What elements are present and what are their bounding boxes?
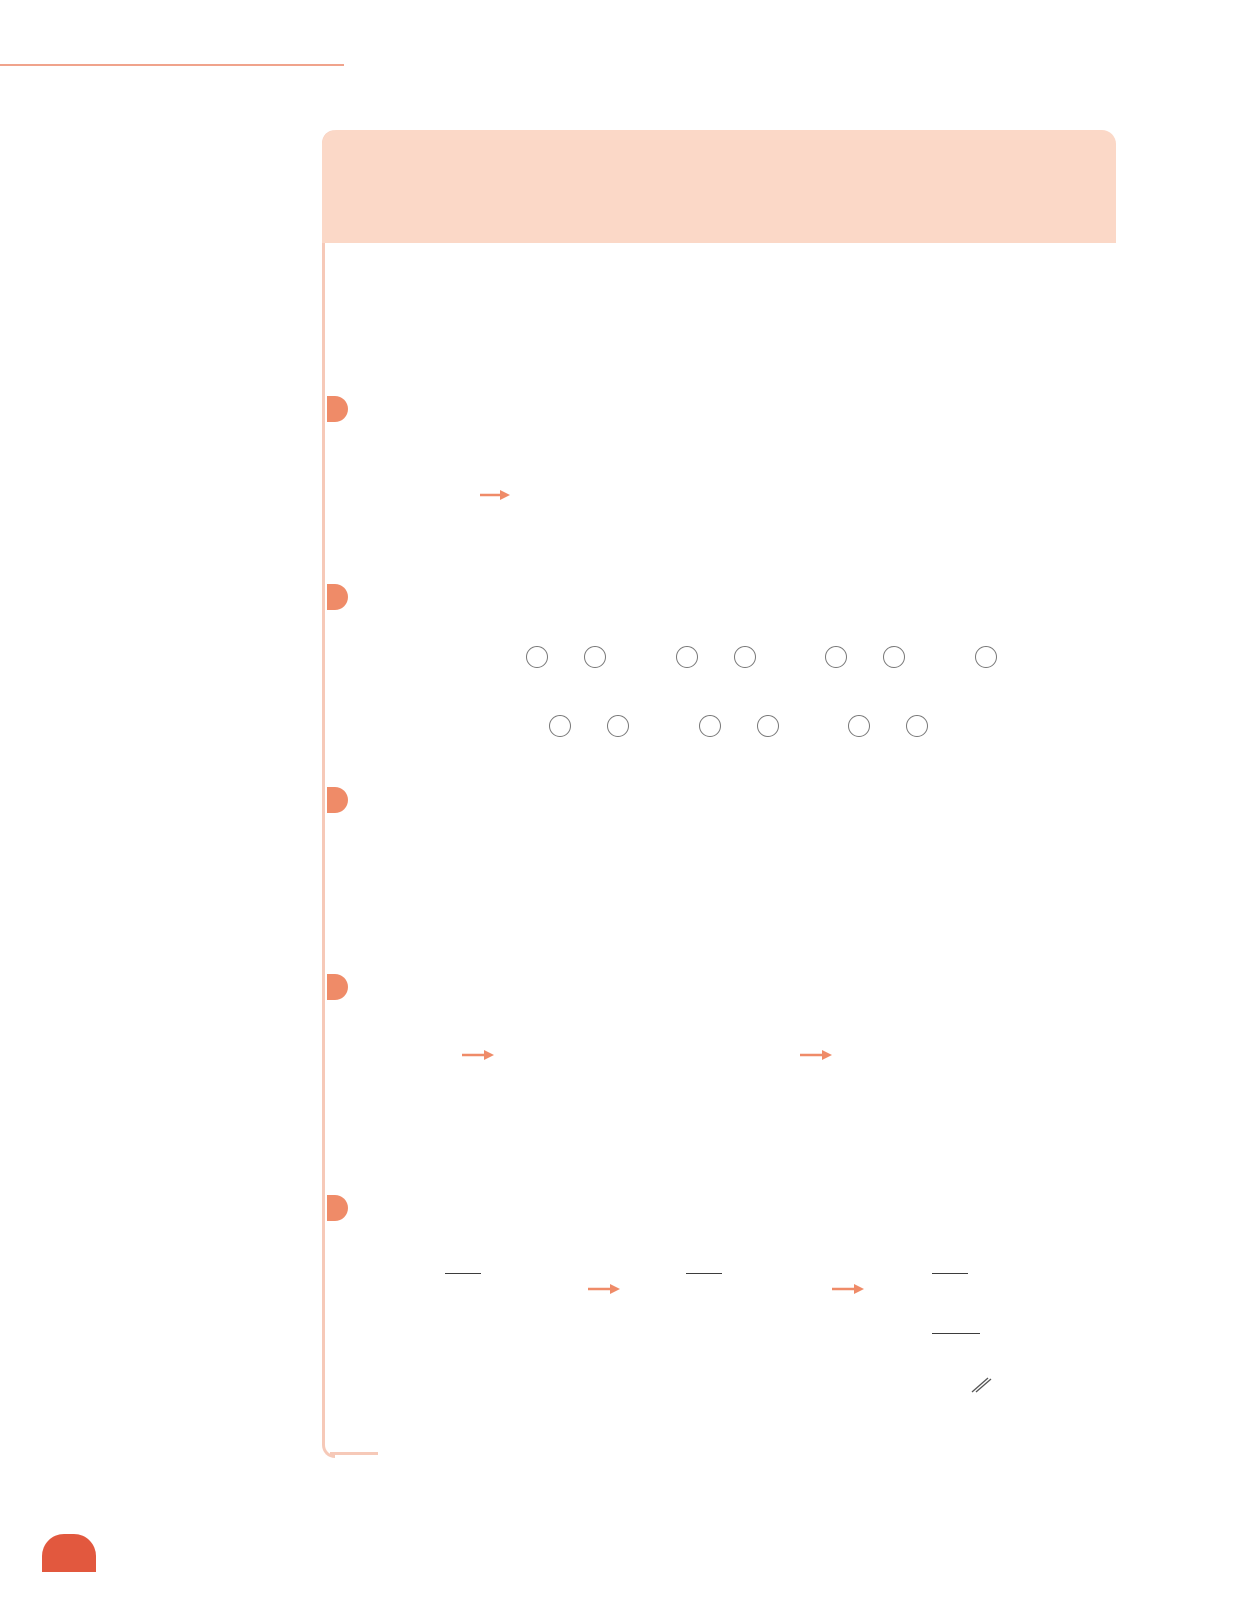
- count-chip-11: [883, 646, 905, 668]
- definition-box: [322, 130, 1116, 243]
- div3-sub: [932, 1273, 968, 1274]
- divisor-grids-drawing: [516, 628, 1086, 750]
- count-chip-10: [848, 715, 870, 737]
- header-underline: [0, 64, 344, 66]
- count-chip-5: [676, 646, 698, 668]
- count-chip-4: [607, 715, 629, 737]
- div1-sub: [445, 1273, 481, 1274]
- step-arrow-icon: [588, 1282, 622, 1296]
- dividend-grids: [512, 436, 1072, 558]
- count-chip-8: [757, 715, 779, 737]
- arrow-icon: [462, 1048, 496, 1062]
- dividend-arrow-icon: [480, 488, 512, 502]
- frame-bottom-edge: [330, 1452, 378, 1455]
- step-badge-1: [327, 396, 348, 422]
- decimals-a: [462, 1042, 496, 1066]
- decimals-b: [800, 1042, 834, 1066]
- div2-sub: [686, 1273, 722, 1274]
- count-chip-2: [549, 715, 571, 737]
- count-chip-1: [526, 646, 548, 668]
- count-chip-3: [584, 646, 606, 668]
- step-badge-2: [327, 584, 348, 610]
- count-chip-7: [734, 646, 756, 668]
- arrow-icon: [800, 1048, 834, 1062]
- step-badge-e2-1: [327, 974, 348, 1000]
- page-number: [42, 1534, 96, 1572]
- step-badge-3: [327, 787, 348, 813]
- step-badge-e2-2: [327, 1195, 348, 1221]
- count-chip-12: [906, 715, 928, 737]
- end-mark-icon: [970, 1374, 992, 1394]
- count-chip-13: [975, 646, 997, 668]
- step-arrow-icon: [832, 1282, 866, 1296]
- count-chip-9: [825, 646, 847, 668]
- divisor-grids: [516, 628, 1086, 750]
- count-chip-6: [699, 715, 721, 737]
- div3-sub2: [932, 1333, 980, 1334]
